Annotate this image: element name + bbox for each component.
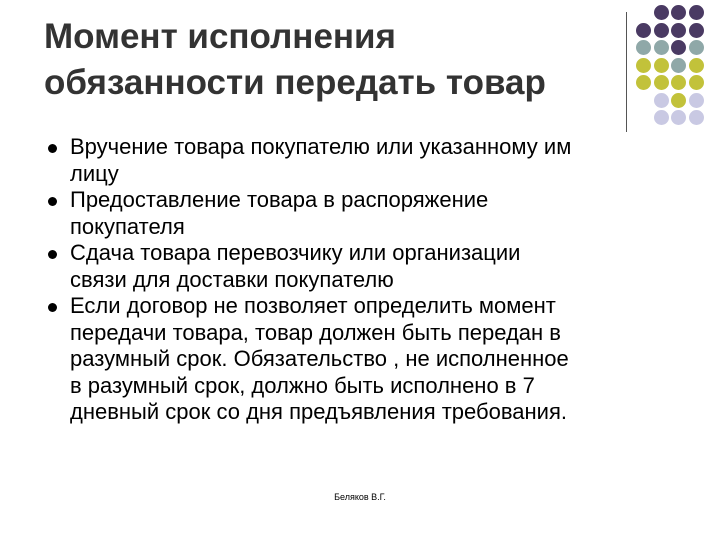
decorative-dot xyxy=(654,110,669,125)
decorative-dot xyxy=(671,75,686,90)
bullet-item xyxy=(44,293,684,426)
bullet-line: разумный срок. Обязательство , не исполненное xyxy=(70,346,569,371)
slide-title xyxy=(44,14,624,106)
decorative-dot xyxy=(689,40,704,55)
bullet-line: передачи товара, товар должен быть передан в xyxy=(70,319,561,345)
decorative-dot xyxy=(689,5,704,20)
decorative-dot xyxy=(636,75,651,90)
bullet-item xyxy=(44,187,684,240)
decorative-dot xyxy=(689,58,704,73)
decorative-dot xyxy=(671,40,686,55)
bullet-icon xyxy=(48,250,57,259)
bullet-line: Если договор не позволяет определить момент xyxy=(70,293,556,318)
bullet-line: в разумный срок, должно быть исполнено в 7 xyxy=(70,372,535,398)
title-line: Момент исполнения xyxy=(44,17,396,56)
decorative-dot xyxy=(636,40,651,55)
divider-line xyxy=(626,12,627,132)
bullet-item xyxy=(44,134,684,187)
bullet-icon xyxy=(48,303,57,312)
decorative-dot xyxy=(671,23,686,38)
decorative-dot xyxy=(654,5,669,20)
decorative-dot xyxy=(636,23,651,38)
decorative-dot xyxy=(654,40,669,55)
bullet-line: лицу xyxy=(70,160,119,186)
decorative-dot xyxy=(689,23,704,38)
decorative-dot xyxy=(671,5,686,20)
footer-author: Беляков В.Г. xyxy=(334,492,386,502)
decorative-dot xyxy=(654,75,669,90)
decorative-dot xyxy=(654,93,669,108)
bullet-line: связи для доставки покупателю xyxy=(70,266,394,292)
bullet-line: Сдача товара перевозчику или организации xyxy=(70,240,521,265)
bullet-line: Вручение товара покупателю или указанному им xyxy=(70,134,572,159)
bullet-line: покупателя xyxy=(70,213,185,239)
bullet-list xyxy=(44,134,684,426)
bullet-icon xyxy=(48,144,57,153)
decorative-dot-grid xyxy=(636,5,720,125)
decorative-dot xyxy=(671,110,686,125)
decorative-dot xyxy=(671,93,686,108)
bullet-item xyxy=(44,240,684,293)
decorative-dot xyxy=(654,58,669,73)
bullet-line: Предоставление товара в распоряжение xyxy=(70,187,489,212)
decorative-dot xyxy=(689,75,704,90)
decorative-dot xyxy=(654,23,669,38)
decorative-dot xyxy=(636,58,651,73)
decorative-dot xyxy=(689,93,704,108)
decorative-dot xyxy=(689,110,704,125)
bullet-line: дневный срок со дня предъявления требования. xyxy=(70,399,567,424)
decorative-dot xyxy=(671,58,686,73)
title-line: обязанности передать товар xyxy=(44,63,546,102)
bullet-icon xyxy=(48,197,57,206)
